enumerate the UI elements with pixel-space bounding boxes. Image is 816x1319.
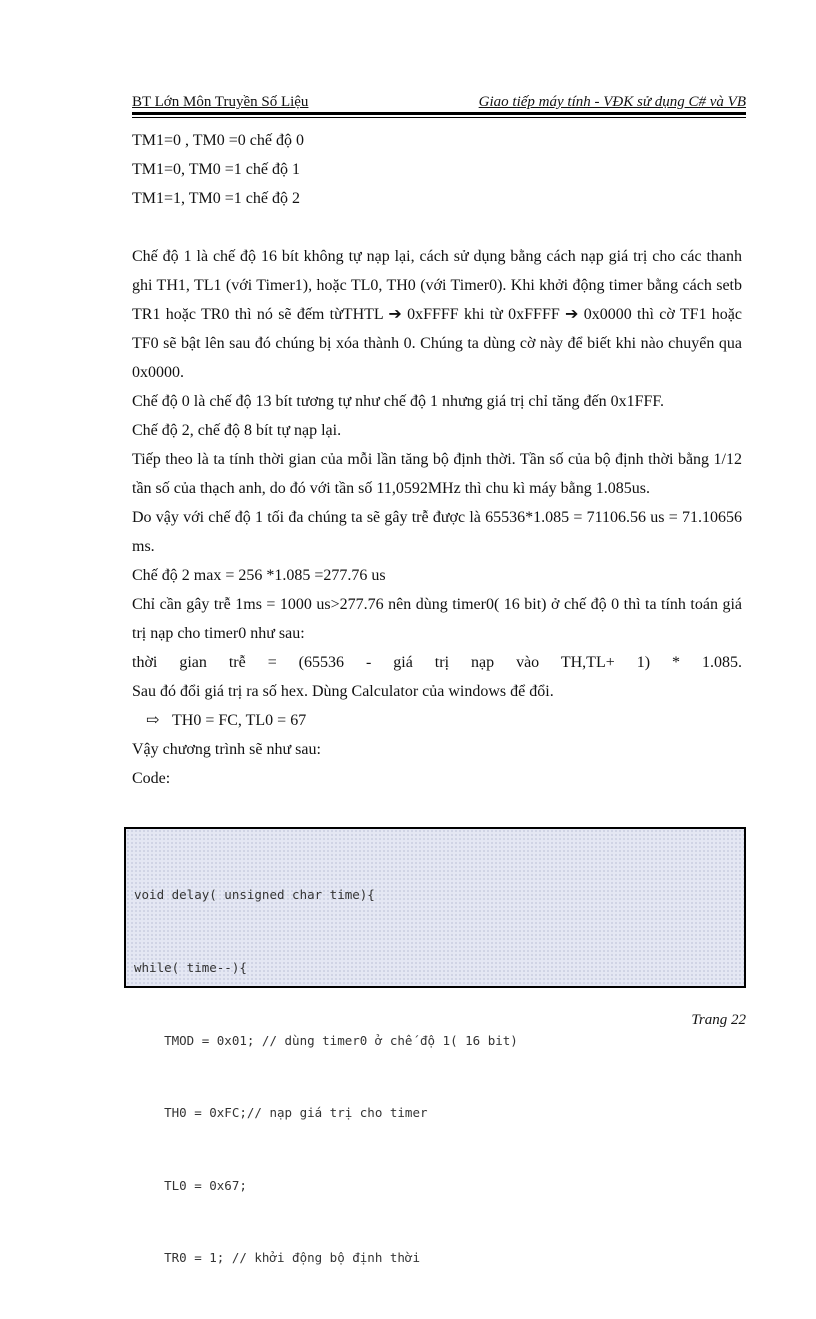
paragraph-mode-0: Chế độ 0 là chế độ 13 bít tương tự như chế độ 1 nhưng giá trị chỉ tăng đến 0x1FFF.: [132, 393, 665, 410]
code-line: TMOD = 0x01; // dùng timer0 ở chế độ 1( 16 bit): [134, 1032, 518, 1048]
page-number: Trang 22: [691, 1012, 746, 1028]
mode-2-line: TM1=1, TM0 =1 chế độ 2: [132, 190, 300, 207]
header-rule: [132, 112, 746, 115]
formula-line: thời gian trễ = (65536 - giá trị nạp vào TH,TL+ 1) * 1.085.: [132, 654, 742, 671]
paragraph-mode-2: Chế độ 2, chế độ 8 bít tự nạp lại.: [132, 422, 342, 439]
paragraph-delay-calc: Chỉ cần gây trễ 1ms = 1000 us>277.76 nên dùng timer0( 16 bit) ở chế độ 0 thì ta tính toán giá trị nạp cho timer0 như sau:: [132, 596, 742, 642]
code-line: TR0 = 1; // khởi động bộ định thời: [134, 1250, 420, 1266]
result-text: TH0 = FC, TL0 = 67: [172, 712, 307, 729]
code-line: TL0 = 0x67;: [134, 1177, 247, 1193]
mode-0-line: TM1=0 , TM0 =0 chế độ 0: [132, 132, 304, 149]
page-body: [132, 126, 742, 793]
hex-conversion-line: Sau đó đổi giá trị ra số hex. Dùng Calculator của windows để đổi.: [132, 683, 554, 700]
paragraph-timer-frequency: Tiếp theo là ta tính thời gian của mỗi lần tăng bộ định thời. Tần số của bộ định thời bằng 1/12 tần số của thạch anh, do đó với tần số 11,0592MHz thì chu kì máy bằng 1.085us.: [132, 451, 742, 497]
code-line: void delay( unsigned char time){: [134, 887, 375, 903]
code-line: while( time--){: [134, 960, 247, 976]
paragraph-mode-1: Chế độ 1 là chế độ 16 bít không tự nạp lại, cách sử dụng bằng cách nạp giá trị cho các thanh ghi TH1, TL1 (với Timer1), hoặc TL0, TH0 (với Timer0). Khi khởi động timer bằng cách setb TR1 hoặc TR0 thì nó sẽ đếm từTHTL ➔ 0xFFFF khi từ 0xFFFF ➔ 0x0000 thì cờ TF1 hoặc TF0 sẽ bật lên sau đó chúng bị xóa thành 0. Chúng ta dùng cờ này để biết khi nào chuyển qua 0x0000.: [132, 248, 742, 381]
paragraph-max-delay: Do vậy với chế độ 1 tối đa chúng ta sẽ gây trễ được là 65536*1.085 = 71106.56 us = 71.10656 ms.: [132, 509, 742, 555]
header-document-title: Giao tiếp máy tính - VĐK sử dụng C# và VB: [478, 94, 746, 110]
code-listing: [134, 835, 518, 1319]
code-line: TH0 = 0xFC;// nạp giá trị cho timer: [134, 1105, 428, 1121]
result-line: [146, 706, 742, 735]
header-course-title: BT Lớn Môn Truyền Số Liệu: [132, 94, 309, 110]
blank-line: [132, 213, 742, 242]
code-label: Code:: [132, 770, 171, 787]
program-intro-line: Vậy chương trình sẽ như sau:: [132, 741, 321, 758]
mode-1-line: TM1=0, TM0 =1 chế độ 1: [132, 161, 300, 178]
right-arrow-icon: ⇨: [146, 712, 160, 729]
paragraph-mode-2-max: Chế độ 2 max = 256 *1.085 =277.76 us: [132, 567, 386, 584]
page-header: [132, 94, 746, 114]
header-rule-thin: [132, 117, 746, 118]
